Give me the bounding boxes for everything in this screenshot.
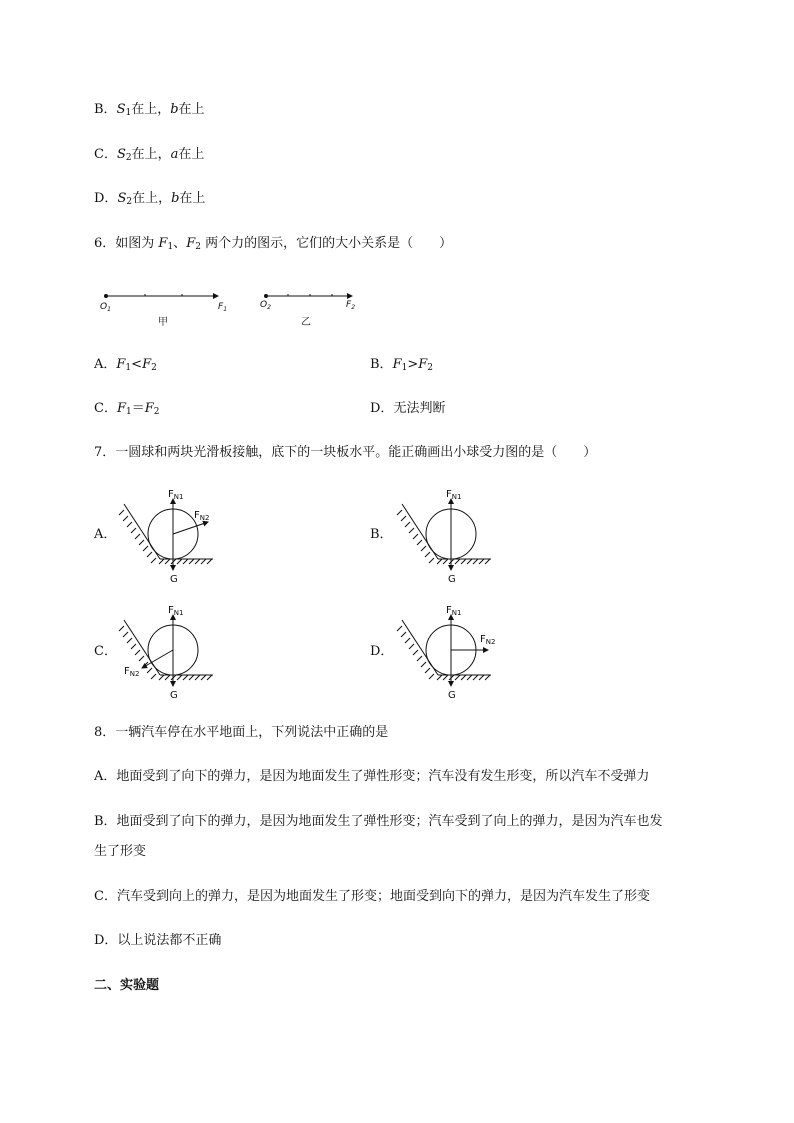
q5-option-d: D．$S_2$在上，b在上 xyxy=(94,191,206,207)
jia-label: 甲 xyxy=(158,317,168,328)
fn2-label: $F_{N2}$ xyxy=(194,510,210,522)
q8-stem: 8．一辆汽车停在水平地面上，下列说法中正确的是 xyxy=(94,725,389,740)
q5-option-c: C．$S_2$在上，a在上 xyxy=(94,147,205,163)
q5-option-b: B．$S_1$在上，b在上 xyxy=(94,102,205,118)
q8-option-b-line1: B．地面受到了向下的弹力，是因为地面发生了弹性形变；汽车受到了向上的弹力，是因为汽车也发 xyxy=(94,814,663,829)
g-label: G xyxy=(448,690,456,701)
yi-label: 乙 xyxy=(301,317,311,328)
fn1-label: $F_{N1}$ xyxy=(168,605,184,617)
section-heading: 二、实验题 xyxy=(94,978,160,993)
q8-option-d: D．以上说法都不正确 xyxy=(94,933,222,948)
q6-option-a: A．$F_1<F_2$ xyxy=(94,357,157,373)
f1-label: $F_1$ xyxy=(218,302,228,313)
q7-figure-b xyxy=(396,482,506,592)
q7-option-d-label: D． xyxy=(370,644,394,659)
fn1-label: $F_{N1}$ xyxy=(446,605,462,617)
q6-stem: 6．如图为 $F_1$、$F_2$ 两个力的图示，它们的大小关系是（ ） xyxy=(94,236,453,252)
q6-force-diagram xyxy=(94,286,374,330)
q8-option-b-line2: 生了形变 xyxy=(94,844,147,859)
o1-label: $O_1$ xyxy=(100,302,111,313)
fn2-label: $F_{N2}$ xyxy=(480,634,496,646)
f2-label: $F_2$ xyxy=(346,300,356,311)
fn1-label: $F_{N1}$ xyxy=(446,489,462,501)
q7-option-b-label: B． xyxy=(370,527,393,542)
q7-figure-d xyxy=(396,598,506,708)
q8-option-c: C．汽车受到向上的弹力，是因为地面发生了形变；地面受到向下的弹力，是因为汽车发生了形变 xyxy=(94,889,650,904)
q7-stem: 7．一圆球和两块光滑板接触，底下的一块板水平。能正确画出小球受力图的是（ ） xyxy=(94,445,597,460)
q6-option-b: B．$F_1>F_2$ xyxy=(370,357,433,373)
fn2-label: $F_{N2}$ xyxy=(124,666,140,678)
q7-figure-c xyxy=(118,598,228,708)
g-label: G xyxy=(448,574,456,585)
q7-option-c-label: C． xyxy=(94,644,117,659)
q7-figure-a xyxy=(118,482,228,592)
o2-label: $O_2$ xyxy=(260,300,271,311)
g-label: G xyxy=(170,690,178,701)
q6-option-c: C．$F_1=F_2$ xyxy=(94,401,160,417)
q8-option-a: A．地面受到了向下的弹力，是因为地面发生了弹性形变；汽车没有发生形变，所以汽车不受弹力 xyxy=(94,769,650,784)
g-label: G xyxy=(170,574,178,585)
q6-option-d: D．无法判断 xyxy=(370,401,446,416)
fn1-label: $F_{N1}$ xyxy=(168,489,184,501)
q7-option-a-label: A． xyxy=(94,527,117,542)
